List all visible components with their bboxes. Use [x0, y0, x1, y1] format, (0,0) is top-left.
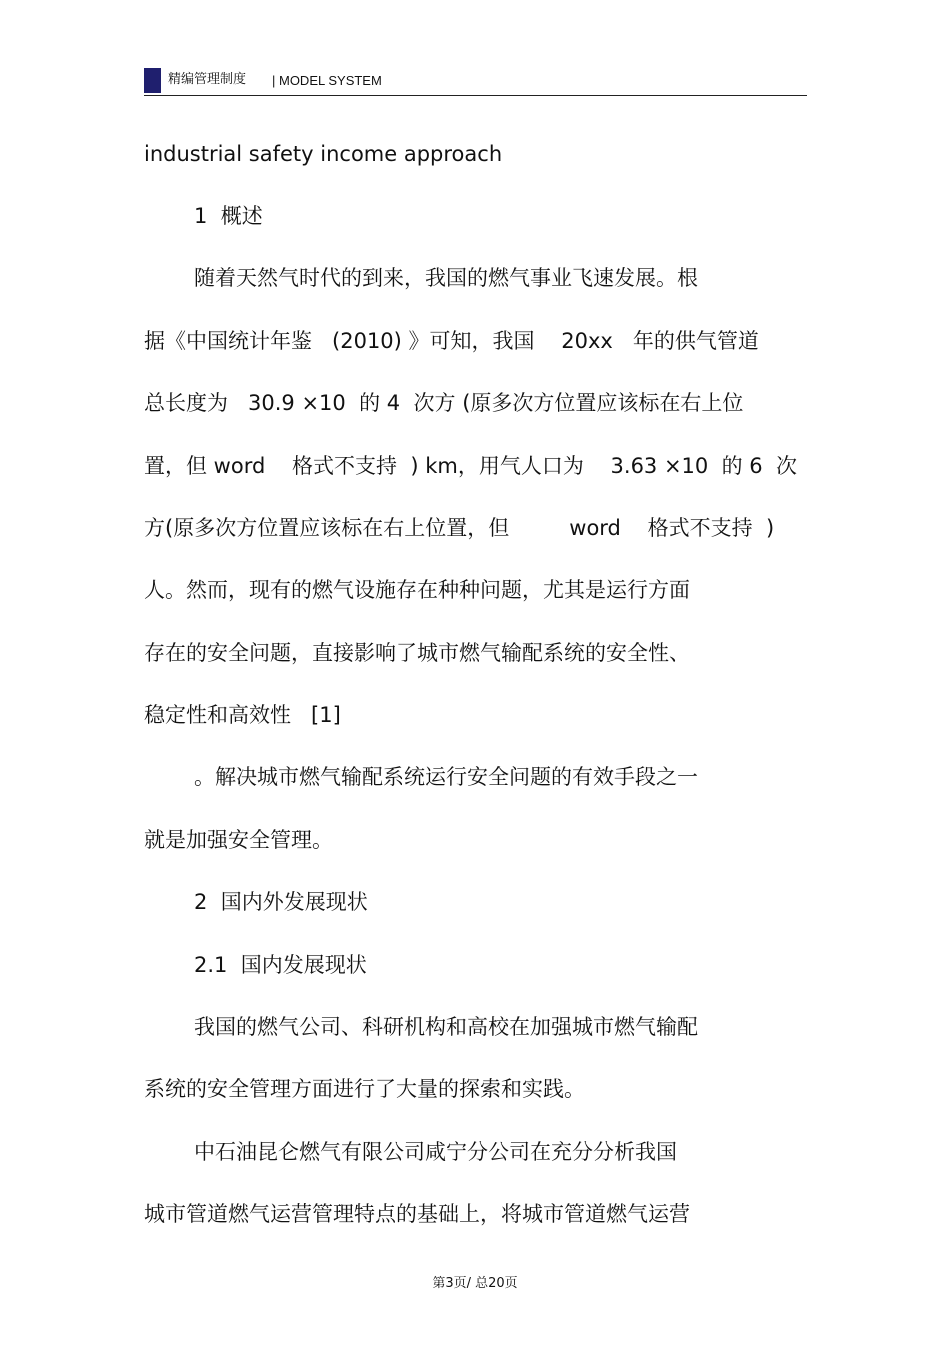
header-title-en: | MODEL SYSTEM: [272, 73, 382, 88]
page-number: 第3页/ 总20页: [432, 1276, 518, 1291]
paragraph-line: 总长度为 30.9 ×10 的 4 次方 (原多次方位置应该标在右上位: [144, 391, 744, 415]
section-heading-overview: 1 概述: [194, 204, 263, 228]
paragraph-line: 稳定性和高效性 [1]: [144, 703, 341, 727]
paragraph-line: 存在的安全问题，直接影响了城市燃气输配系统的安全性、: [144, 641, 690, 665]
section-heading-status: 2 国内外发展现状: [194, 890, 368, 914]
page-header: [144, 66, 807, 96]
paragraph-line: 置，但 word 格式不支持 ) km，用气人口为 3.63 ×10 的 6 次: [144, 454, 798, 478]
paragraph-line: 据《中国统计年鉴 (2010) 》可知，我国 20xx 年的供气管道: [144, 329, 759, 353]
paragraph-line: 人。然而，现有的燃气设施存在种种问题，尤其是运行方面: [144, 578, 690, 602]
subsection-heading-domestic: 2.1 国内发展现状: [194, 953, 367, 977]
paragraph-line: 城市管道燃气运营管理特点的基础上，将城市管道燃气运营: [144, 1202, 690, 1226]
paragraph-line: 就是加强安全管理。: [144, 828, 333, 852]
header-title-cn: 精编管理制度: [168, 72, 247, 87]
paragraph-line: 方(原多次方位置应该标在右上位置，但 word 格式不支持 ): [144, 516, 775, 540]
paragraph-line: 我国的燃气公司、科研机构和高校在加强城市燃气输配: [194, 1015, 698, 1039]
paragraph-line: 系统的安全管理方面进行了大量的探索和实践。: [144, 1077, 585, 1101]
text-line-english-keywords: industrial safety income approach: [144, 142, 503, 166]
paragraph-line: 。解决城市燃气输配系统运行安全问题的有效手段之一: [194, 765, 698, 789]
paragraph-line: 随着天然气时代的到来，我国的燃气事业飞速发展。根: [194, 266, 698, 290]
logo-icon: [144, 68, 161, 93]
paragraph-line: 中石油昆仑燃气有限公司咸宁分公司在充分分析我国: [194, 1140, 677, 1164]
